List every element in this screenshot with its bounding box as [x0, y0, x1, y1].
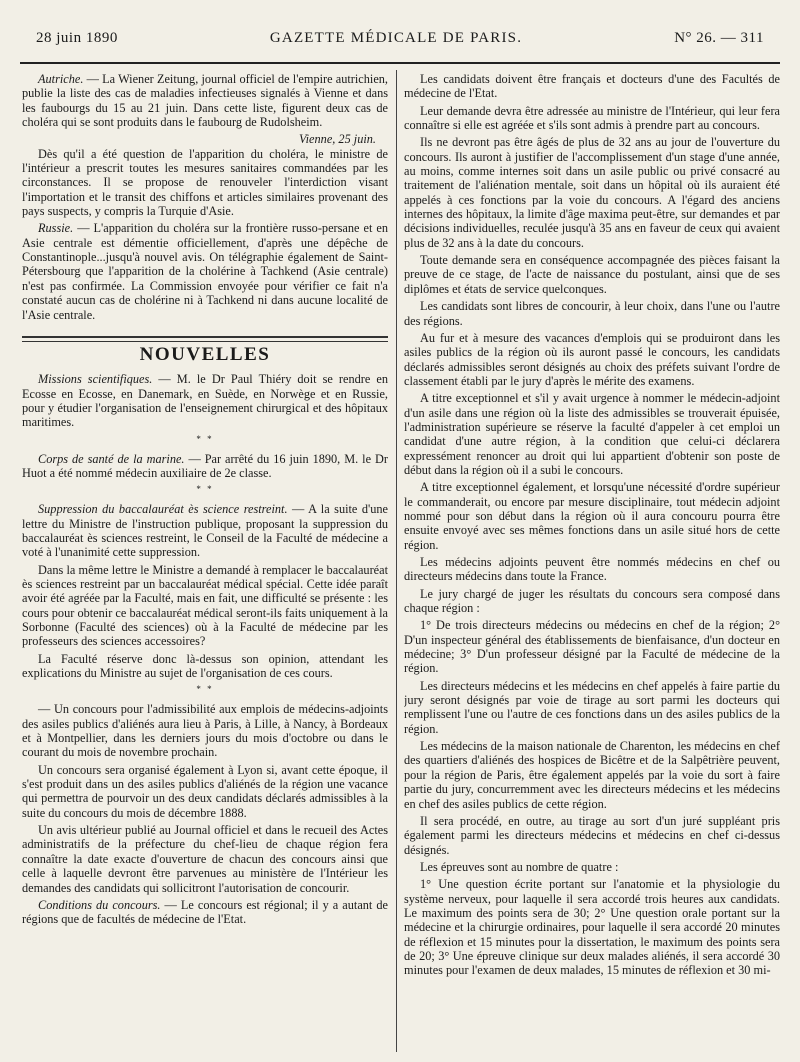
conditions-text: — Le concours est régional; il y a autant de régions que de facultés de médecine de l'Etat. [22, 897, 388, 927]
suppression-paragraph [22, 502, 388, 559]
suppression-text: — A la suite d'une lettre du Ministre de l'instruction publique, proposant la suppression du baccalauréat ès sciences restreint, le Conseil de la Faculté de médecine a voté à l'unanimité cette suppression. [22, 502, 388, 560]
russie-lead: Russie. [38, 221, 74, 236]
left-column [22, 72, 388, 1052]
vienne-paragraph: Dès qu'il a été question de l'apparition du choléra, le ministre de l'intérieur a prescrit toutes les mesures sanitaires commandées par les circonstances. Il se propose de renouveler l'interdiction visant l'importation et le transit des chiffons et articles similaires provenant des pays suspects, y compris la Turquie d'Asie. [22, 146, 388, 219]
header-date: 28 juin 1890 [36, 30, 118, 46]
autriche-lead: Autriche. [38, 72, 84, 86]
section-title-nouvelles: NOUVELLES [139, 343, 271, 365]
paragraph-3: Ils ne devront pas être âgés de plus de 32 ans au jour de l'ouverture du concours. Ils auront à justifier de l'accomplissement d'un stage d'une année, au moins, comme internes soit dans un asile public ou privé consacré au traitement de l'aliénation mentale, soit dans un hôpital où ils auraient été appelés à ces fonctions par la voie du concours. A l'égard des anciens internes des hôpitaux, la limite d'âge maxima peut-être, sur demandes et par décisions individuelles, reculée jusqu'à 35 ans en faveur de ceux qui avaient plus de 32 ans à la date du concours. [404, 135, 780, 250]
paragraph-15: Les épreuves sont au nombre de quatre : [420, 859, 619, 874]
paragraph-11: 1° De trois directeurs médecins ou médecins en chef de la région; 2° D'un inspecteur général des établissements de bienfaisance, d'un docteur en médecine; 3° D'un professeur désigné par la Faculté de médecine de la région. [404, 618, 780, 676]
russie-text: — L'apparition du choléra sur la frontière russo-persane et en Asie centrale est démentie officiellement, d'après une dépêche de Constantinople...jusqu'à nouvel avis. On télégraphie également de Saint-Pétersbourg que l'apparition de la cholérine à Tachkend (Asie centrale) n'est pas confirmée. La Commission envoyée pour vérifier ce fait n'a constaté aucun cas de cholérine ni à Tachkend ni dans aucune localité de l'Asie centrale. [22, 221, 388, 322]
paragraph-2: Leur demande devra être adressée au ministre de l'Intérieur, qui leur fera connaître si elle est agréée et s'ils sont admis à prendre part au concours. [404, 103, 780, 133]
asterism-1: * * [196, 433, 214, 444]
column-divider [396, 70, 397, 1052]
faculte-paragraph: La Faculté réserve donc là-dessus son opinion, attendant les explications du Ministre au sujet de l'organisation de ces cours. [22, 651, 388, 681]
missions-paragraph [22, 372, 388, 429]
right-column [404, 72, 780, 1052]
header-rule [20, 62, 780, 64]
autriche-text: — La Wiener Zeitung, journal officiel de l'empire autrichien, publie la liste des cas de maladies infectieuses signalés à Vienne et dans les faubourgs du 15 au 21 juin. Dans cette liste, figurent deux cas de choléra qui se sont produits dans le faubourg de Rudolsheim. [22, 72, 388, 130]
paragraph-1: Les candidats doivent être français et docteurs d'une des Facultés de médecine de l'Etat. [404, 72, 780, 101]
avis-paragraph: Un avis ultérieur publié au Journal officiel et dans le recueil des Actes administratifs de la préfecture du chef-lieu de chaque région fera connaître la date exacte d'ouverture de chacun des concours ainsi que celle à laquelle devront être parvenues au ministère de l'Intérieur les demandes des candidats qui sollicitront l'autorisation de concourir. [22, 823, 388, 895]
suppression-lead: Suppression du baccalauréat ès science restreint. [38, 502, 288, 517]
vienne-dateline: Vienne, 25 juin. [299, 132, 376, 147]
header-title: GAZETTE MÉDICALE DE PARIS. [269, 30, 523, 46]
corps-text: — Par arrêté du 16 juin 1890, M. le Dr Huot a été nommé médecin auxiliaire de 2e classe. [22, 451, 388, 480]
asterism-2: * * [196, 484, 214, 495]
paragraph-4: Toute demande sera en conséquence accompagnée des pièces faisant la preuve de ce stage, de l'acte de naissance du postulant, ainsi que de ses diplômes et états de service quelconques. [404, 253, 780, 296]
concours-paragraph: — Un concours pour l'admissibilité aux emplois de médecins-adjoints des asiles publics d'aliénés aura lieu à Paris, à Lille, à Nancy, à Bordeaux et à Montpellier, dans les derniers jours du mois d'octobre ou dans le courant du mois de novembre prochain. [22, 702, 388, 760]
page-header [36, 30, 764, 52]
paragraph-14: Il sera procédé, en outre, au tirage au sort d'un juré suppléant pris également parmi les directeurs médecins et médecins en chef ci-dessus désignés. [404, 813, 780, 857]
paragraph-10: Le jury chargé de juger les résultats du concours sera composé dans chaque région : [404, 586, 780, 616]
russie-paragraph [22, 221, 388, 321]
corps-lead: Corps de santé de la marine. [38, 451, 185, 466]
section-separator [22, 336, 388, 338]
paragraph-12: Les directeurs médecins et les médecins en chef appelés à faire partie du jury seront désignés par voie de tirage au sort parmi les docteurs qui remplissent l'une ou l'autre de ces fonctions dans un des asiles publics de la région. [404, 678, 780, 736]
paragraph-13: Les médecins de la maison nationale de Charenton, les médecins en chef des quartiers d'aliénés des hospices de Bicêtre et de la Salpêtrière peuvent, pour la région de Paris, être également appelés par la voie du sort à faire partie du jury, concurremment avec les directeurs médecins et les médecins en chef des asiles publics de cette région. [404, 739, 780, 811]
conditions-paragraph [22, 898, 388, 927]
paragraph-9: Les médecins adjoints peuvent être nommés médecins en chef ou directeurs médecins dans toute la France. [404, 555, 780, 584]
paragraph-7: A titre exceptionnel et s'il y avait urgence à nommer le médecin-adjoint d'un asile dans une région où la liste des admissibles se trouverait épuisée, l'administration supérieure se réserve la faculté d'appeler à cet emploi un candidat d'une autre région, à la condition que celui-ci déclarera expressément renoncer au droit qui lui appartient d'obtenir son poste de début dans la région où il a subi le concours. [404, 391, 780, 477]
corps-paragraph [22, 452, 388, 481]
autriche-paragraph [22, 72, 388, 129]
lettre-paragraph: Dans la même lettre le Ministre a demandé à remplacer le baccalauréat ès sciences restreint par un baccalauréat médical spécial. Cette idée paraît avoir été agréée par la Faculté, mais en fait, une difficulté se présente : les cours pour obtenir ce baccalauréat médical seront-ils faits uniquement à la Sorbonne (Faculté des sciences) où à la Faculté de médecine par les professeurs des sciences accessoires? [22, 562, 388, 649]
missions-lead: Missions scientifiques. [38, 372, 153, 387]
paragraph-16: 1° Une question écrite portant sur l'anatomie et la physiologie du système nerveux, pour laquelle il sera accordé trois heures aux candidats. Le maximum des points sera de 30; 2° Une question orale portant sur la médecine et la chirurgie ordinaires, pour laquelle il sera accordé 20 minutes de réflexion et 15 minutes pour la dissertation, le maximum des points sera de 20; 3° Une épreuve clinique sur deux malades aliénés, il sera accordé 30 minutes pour l'examen de deux malades, 15 minutes de réflexion et 30 mi- [404, 877, 780, 978]
paragraph-5: Les candidats sont libres de concourir, à leur choix, dans l'une ou l'autre des régions. [404, 299, 780, 328]
header-page-number: N° 26. — 311 [674, 30, 764, 46]
paragraph-6: Au fur et à mesure des vacances d'emplois qui se produiront dans les asiles publics de la région où ils auront passé le concours, les candidats déclarés admissibles seront désignés au choix des préfets suivant l'ordre de classement établi par le jury d'après le mérite des examens. [404, 330, 780, 388]
conditions-lead: Conditions du concours. [38, 897, 161, 912]
missions-text: — M. le Dr Paul Thiéry doit se rendre en Ecosse en Ecosse, en Danemark, en Suède, en Norwège et en Russie, pour y étudier l'organisation de l'enseignement chirurgical et des hôpitaux maritimes. [22, 372, 388, 430]
asterism-3: * * [196, 684, 214, 695]
lyon-paragraph: Un concours sera organisé également à Lyon si, avant cette époque, il s'est produit dans un des asiles publics d'aliénés de la région une vacance qui permettra de pourvoir un des deux candidats déclarés admissibles à la suite du concours du mois de décembre 1888. [22, 762, 388, 820]
section-separator-thin [22, 341, 388, 342]
paragraph-8: A titre exceptionnel également, et lorsqu'une nécessité d'ordre supérieur le commanderait, ou encore par mesure disciplinaire, tout médecin adjoint nommé pour son début dans la région où il aura concouru pourra être ensuite envoyé avec ses mêmes fonctions dans un asile situé hors de cette région. [404, 480, 780, 552]
